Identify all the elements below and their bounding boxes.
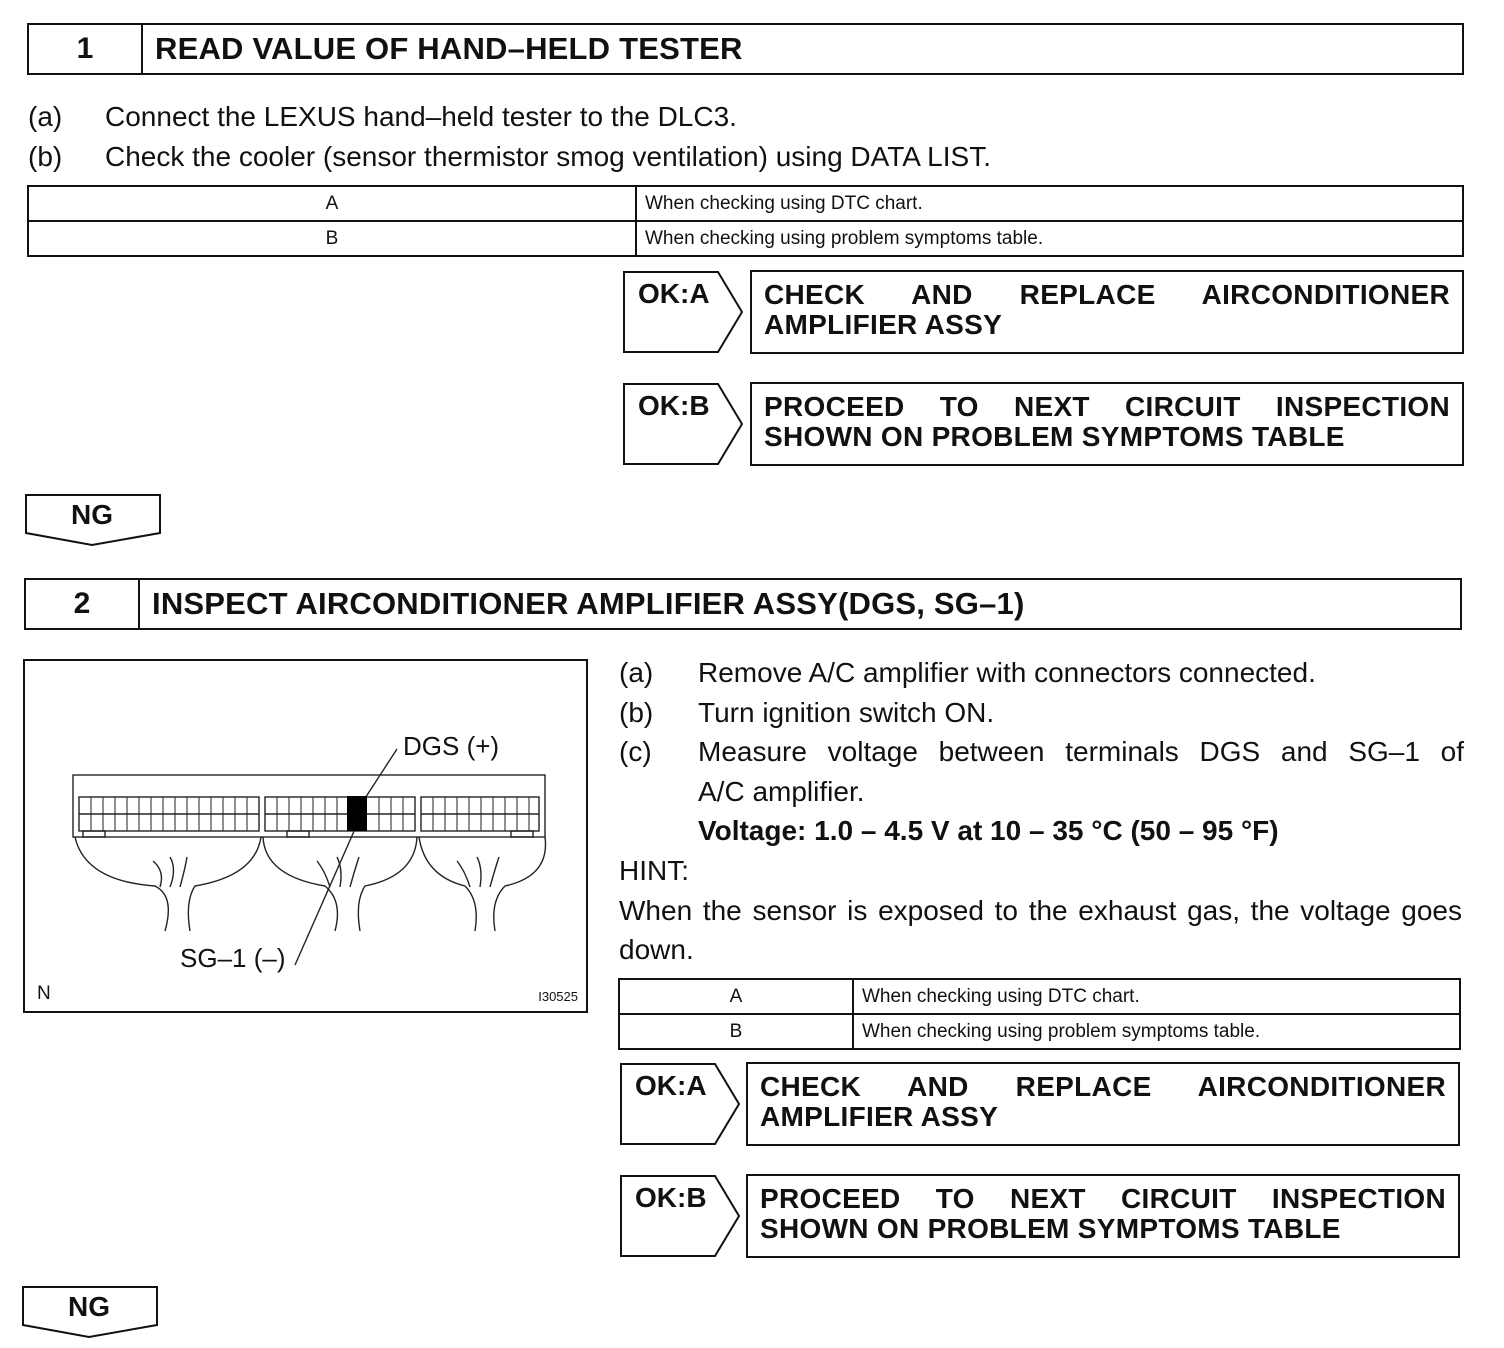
instruction-label: (a) [28,101,63,132]
step-2-result-table [618,978,1461,1050]
table-key: B [619,1014,853,1049]
step-2-instruction-c [619,736,1464,772]
table-value: When checking using problem symptoms table. [853,1014,1460,1049]
action-line-2: AMPLIFIER ASSY [760,1101,999,1132]
instruction-label: (b) [619,697,654,728]
action-line-1: CHECK AND REPLACE AIRCONDITIONER [764,279,1450,310]
instruction-text-continued: A/C amplifier. [698,776,865,807]
action-line-1: CHECK AND REPLACE AIRCONDITIONER [760,1071,1446,1102]
step-2-instruction-c-cont [698,776,1398,812]
ok-tag-label: OK:B [638,390,710,421]
step-2-ok-a-action [746,1062,1460,1146]
step-2-title: INSPECT AIRCONDITIONER AMPLIFIER ASSY(DGS, SG–1) [152,586,1025,621]
step-1-ng-arrow [24,493,164,549]
action-line-2: AMPLIFIER ASSY [764,309,1003,340]
instruction-label: (c) [619,736,652,767]
step-1-instruction-a [28,101,1428,137]
action-line-1: PROCEED TO NEXT CIRCUIT INSPECTION [760,1183,1446,1214]
voltage-spec: Voltage: 1.0 – 4.5 V at 10 – 35 °C (50 – 95 °F) [698,815,1279,846]
step-2-ok-b-tag [619,1174,743,1258]
step-2-instruction-a [619,657,1464,693]
table-value: When checking using DTC chart. [853,979,1460,1014]
instruction-text: Check the cooler (sensor thermistor smog ventilation) using DATA LIST. [105,141,991,172]
figure-label-dgs: DGS (+) [403,731,500,761]
step-1-ok-a-tag [622,270,746,354]
figure-label-sg1: SG–1 (–) [180,943,286,973]
step-2-ok-a-tag [619,1062,743,1146]
table-value: When checking using problem symptoms table. [636,221,1463,256]
step-2-hint-text: When the sensor is exposed to the exhaust gas, the voltage goes down. [619,895,1462,965]
step-1-instruction-b [28,141,1428,177]
step-1-ok-b-action [750,382,1464,466]
instruction-text: Measure voltage between terminals DGS and SG–1 of [698,736,1464,767]
connector-illustration [25,661,586,1011]
dgs-terminal-highlight [347,796,367,831]
ng-label: NG [68,1291,110,1322]
connector-figure [23,659,588,1013]
ng-label: NG [71,499,113,530]
instruction-label: (b) [28,141,63,172]
step-2-header [24,578,1462,630]
table-row [28,221,1463,256]
action-line-2: SHOWN ON PROBLEM SYMPTOMS TABLE [760,1213,1341,1244]
table-row [619,1014,1460,1049]
step-2-number: 2 [26,580,140,628]
action-line-2: SHOWN ON PROBLEM SYMPTOMS TABLE [764,421,1345,452]
step-1-result-table [27,185,1464,257]
step-2-ng-arrow [21,1285,161,1341]
instruction-text: Remove A/C amplifier with connectors connected. [698,657,1316,688]
hint-label: HINT: [619,855,689,886]
step-1-ok-a-action [750,270,1464,354]
table-row [619,979,1460,1014]
table-key: A [619,979,853,1014]
step-1-header [27,23,1464,75]
ok-tag-label: OK:A [635,1070,707,1101]
instruction-text: Connect the LEXUS hand–held tester to the DLC3. [105,101,737,132]
action-line-1: PROCEED TO NEXT CIRCUIT INSPECTION [764,391,1450,422]
step-1-ok-b-tag [622,382,746,466]
step-2-ok-b-action [746,1174,1460,1258]
ok-tag-label: OK:A [638,278,710,309]
table-key: A [28,186,636,221]
step-2-instruction-b [619,697,1464,733]
step-2-spec [698,815,1458,851]
figure-corner-mark: N [37,983,51,1004]
table-key: B [28,221,636,256]
step-1-title: READ VALUE OF HAND–HELD TESTER [155,31,743,66]
ok-tag-label: OK:B [635,1182,707,1213]
table-row [28,186,1463,221]
step-2-hint-label [619,855,819,891]
instruction-text: Turn ignition switch ON. [698,697,995,728]
table-value: When checking using DTC chart. [636,186,1463,221]
instruction-label: (a) [619,657,654,688]
figure-id: I30525 [538,989,578,1004]
step-1-number: 1 [29,25,143,73]
